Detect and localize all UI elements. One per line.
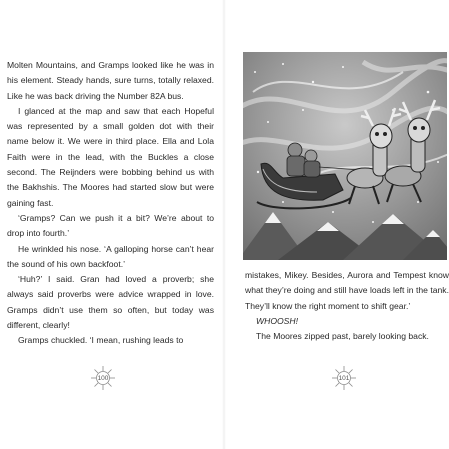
paragraph: Molten Mountains, and Gramps looked like he was in his element. Steady hands, sure turns, totally relaxed. Like he was back driving the Number 82A bus. bbox=[7, 60, 214, 101]
sleigh-reindeer-image bbox=[243, 52, 447, 260]
paragraph: ‘Gramps? Can we push it a bit? We’re about to drop into fourth.’ bbox=[7, 212, 214, 239]
page-number: 101 bbox=[338, 374, 350, 382]
paragraph: mistakes, Mikey. Besides, Aurora and Tempest know what they’re doing and still have loads left in the tank. They’ll know the right moment to shift gear.’ bbox=[245, 270, 449, 311]
paragraph: Gramps chuckled. ‘I mean, rushing leads to bbox=[18, 335, 184, 346]
left-page-text bbox=[7, 58, 214, 349]
left-page bbox=[0, 0, 224, 449]
paragraph bbox=[245, 314, 449, 329]
page-number-ornament bbox=[330, 364, 358, 392]
paragraph: ‘Huh?’ I said. Gran had loved a proverb; she always said proverbs were advice wrapped in love. Gramps didn’t use them so often, but today was different, clearly! bbox=[7, 274, 214, 331]
paragraph: The Moores zipped past, barely looking back. bbox=[256, 331, 429, 342]
page-number-ornament bbox=[89, 364, 117, 392]
right-page-text bbox=[245, 268, 449, 344]
page-number: 100 bbox=[97, 374, 109, 382]
paragraph: I glanced at the map and saw that each Hopeful was represented by a small golden dot with their name below it. We were in third place. Ella and Lola Faith were in the lead, with the Buckles a close second. The Reijnders were bobbing behind us with the Bakhshis. The Moores had started slow but were gaining fast. bbox=[7, 105, 214, 208]
sound-effect-text: WHOOSH! bbox=[256, 315, 299, 326]
sleigh-illustration bbox=[243, 52, 447, 260]
paragraph: He wrinkled his nose. ‘A galloping horse can’t hear the sound of his own backfoot.’ bbox=[7, 243, 214, 269]
right-page bbox=[225, 0, 449, 449]
